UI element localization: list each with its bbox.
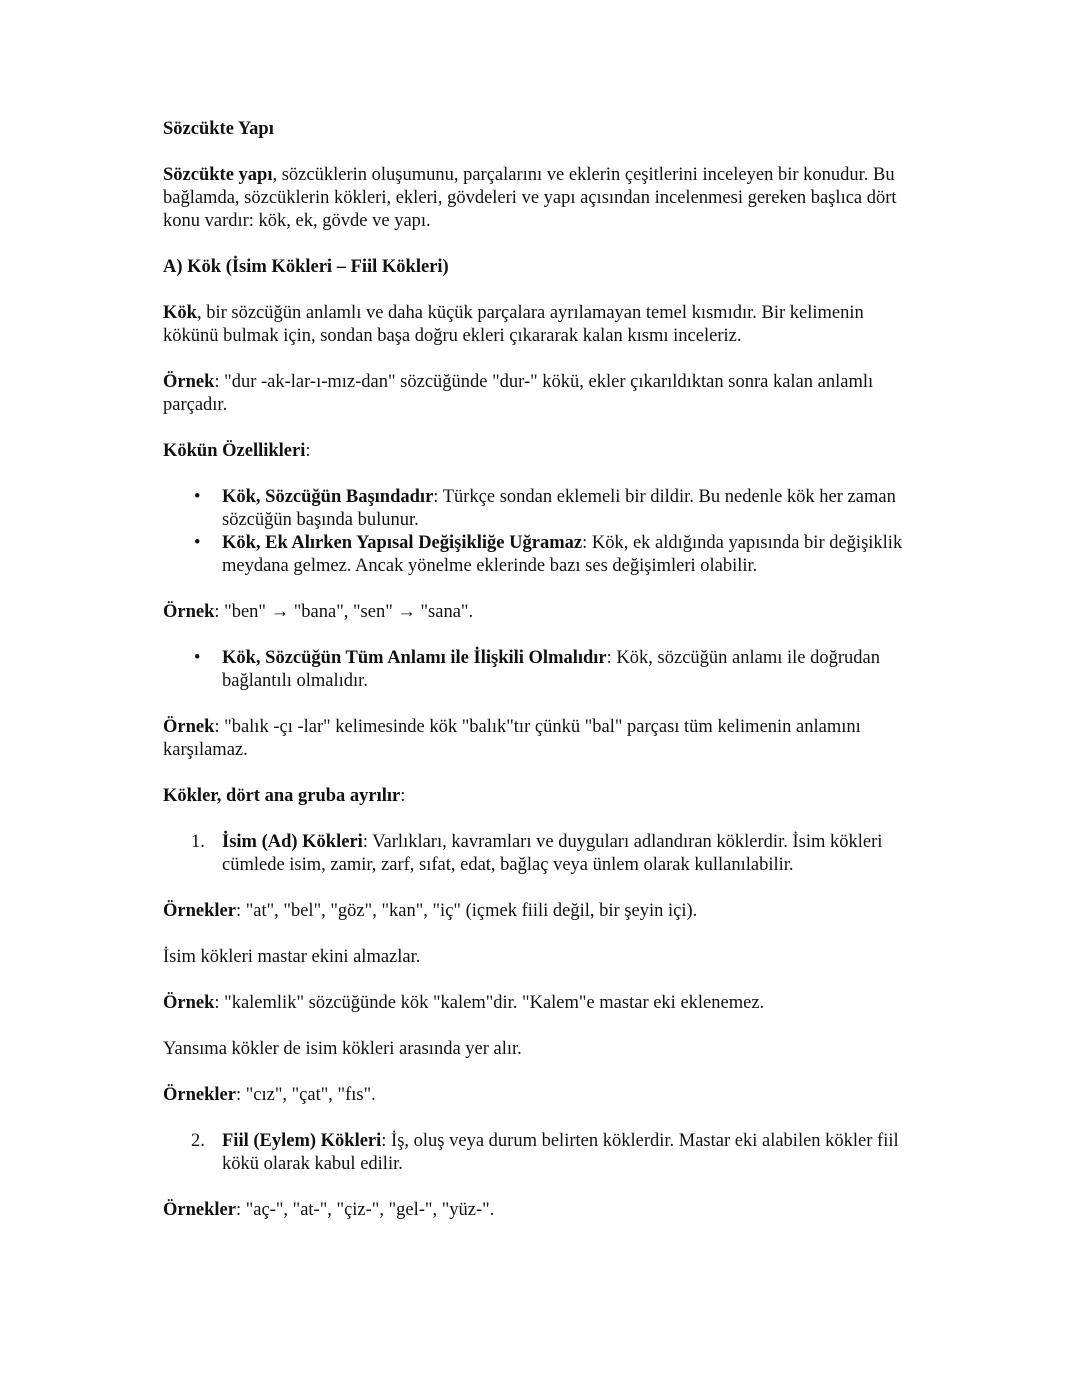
intro-paragraph: Sözcükte yapı, sözcüklerin oluşumunu, parçalarını ve eklerin çeşitlerini inceleyen bir konudur. Bu bağlamda, sözcüklerin kökleri, ekleri, gövdeleri ve yapı açısından incelenmesi gereken başlıca dört konu vardır: kök, ek, gövde ve yapı. bbox=[163, 165, 897, 231]
properties-heading: Kökün Özellikleri: bbox=[163, 441, 311, 461]
document-title: Sözcükte Yapı bbox=[163, 119, 274, 139]
example-paragraph: Örnekler: "at", "bel", "göz", "kan", "iç" (içmek fiili değil, bir şeyin içi). bbox=[163, 901, 698, 921]
list-item: 1. İsim (Ad) Kökleri: Varlıkları, kavramları ve duyguları adlandıran köklerdir. İsim kökleri cümlede isim, zamir, zarf, sıfat, edat, bağlaç veya ünlem olarak kullanılabilir. bbox=[191, 832, 883, 875]
section-a-heading: A) Kök (İsim Kökleri – Fiil Kökleri) bbox=[163, 257, 449, 277]
body-paragraph: İsim kökleri mastar ekini almazlar. bbox=[163, 947, 421, 967]
properties-list bbox=[163, 647, 923, 693]
list-item: • Kök, Sözcüğün Tüm Anlamı ile İlişkili Olmalıdır: Kök, sözcüğün anlamı ile doğrudan bağlantılı olmalıdır. bbox=[194, 648, 880, 691]
bullet-icon: • bbox=[194, 648, 201, 668]
list-number: 2. bbox=[191, 1131, 205, 1151]
document-page bbox=[163, 118, 923, 1222]
example-paragraph: Örnek: "balık -çı -lar" kelimesinde kök "balık"tır çünkü "bal" parçası tüm kelimenin anlamını karşılamaz. bbox=[163, 717, 861, 760]
body-paragraph: Yansıma kökler de isim kökleri arasında yer alır. bbox=[163, 1039, 522, 1059]
bullet-icon: • bbox=[194, 533, 201, 553]
properties-list bbox=[163, 486, 923, 578]
list-item: • Kök, Ek Alırken Yapısal Değişikliğe Uğramaz: Kök, ek aldığında yapısında bir değişiklik meydana gelmez. Ancak yönelme eklerinde bazı ses değişimleri olabilir. bbox=[194, 533, 903, 576]
groups-list bbox=[163, 1130, 923, 1176]
example-paragraph: Örnek: "ben" → "bana", "sen" → "sana". bbox=[163, 602, 474, 622]
example-paragraph: Örnek: "dur -ak-lar-ı-mız-dan" sözcüğünde "dur-" kökü, ekler çıkarıldıktan sonra kalan anlamlı parçadır. bbox=[163, 372, 874, 415]
groups-list bbox=[163, 831, 923, 877]
list-item: 2. Fiil (Eylem) Kökleri: İş, oluş veya durum belirten köklerdir. Mastar eki alabilen kökler fiil kökü olarak kabul edilir. bbox=[191, 1131, 899, 1174]
list-number: 1. bbox=[191, 832, 205, 852]
bullet-icon: • bbox=[194, 487, 201, 507]
example-paragraph: Örnek: "kalemlik" sözcüğünde kök "kalem"dir. "Kalem"e mastar eki eklenemez. bbox=[163, 993, 765, 1013]
example-paragraph: Örnekler: "cız", "çat", "fıs". bbox=[163, 1085, 376, 1105]
kok-definition-paragraph: Kök, bir sözcüğün anlamlı ve daha küçük parçalara ayrılamayan temel kısmıdır. Bir kelimenin kökünü bulmak için, sondan başa doğru ekleri çıkararak kalan kısmı inceleriz. bbox=[163, 303, 864, 346]
groups-heading: Kökler, dört ana gruba ayrılır: bbox=[163, 786, 406, 806]
example-paragraph: Örnekler: "aç-", "at-", "çiz-", "gel-", "yüz-". bbox=[163, 1200, 495, 1220]
list-item: • Kök, Sözcüğün Başındadır: Türkçe sondan eklemeli bir dildir. Bu nedenle kök her zaman sözcüğün başında bulunur. bbox=[194, 487, 896, 530]
